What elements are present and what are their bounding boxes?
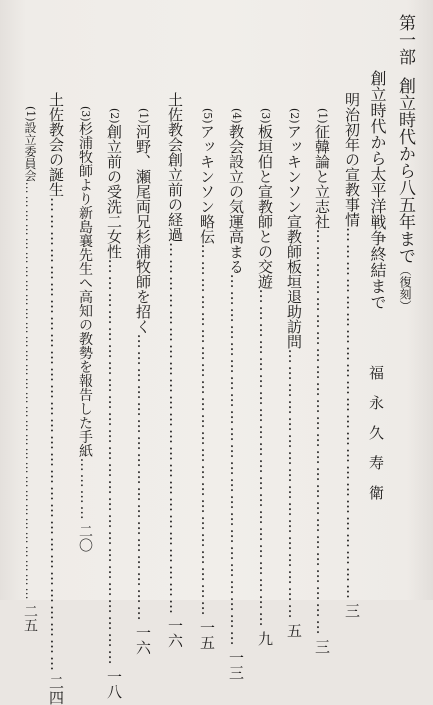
- toc-entry: [228, 108, 243, 680]
- toc-entry: [23, 106, 37, 632]
- item-number: (3): [79, 106, 92, 122]
- leader-dots: …………………………………………………………: [227, 273, 245, 648]
- subtitle: 創立時代から太平洋戦争終結まで: [368, 70, 387, 310]
- part-note: （復刻）: [398, 264, 412, 312]
- leader-dots: …………………………………………………………: [166, 242, 184, 616]
- toc-entry: [78, 106, 92, 552]
- item-text: 征韓論と立志社: [313, 123, 331, 229]
- item-number: (2): [108, 108, 121, 124]
- leader-dots: …………………………………………………………: [198, 243, 216, 618]
- toc-entry: [344, 92, 359, 618]
- page-number: 二〇: [77, 523, 93, 552]
- page-number: 五: [285, 622, 303, 638]
- leader-dots: …………: [77, 457, 93, 522]
- item-text: 創立前の受洗二女性: [105, 123, 123, 259]
- page-number: 一三: [227, 649, 245, 680]
- page-number: 三: [343, 603, 361, 618]
- page-number: 三: [313, 638, 331, 654]
- item-number: (5): [201, 108, 214, 124]
- leader-dots: …………………………………………………………: [343, 227, 361, 601]
- leader-dots: ……………………………………………………: [256, 288, 274, 629]
- item-text: 板垣伯と宣教師との交遊: [256, 123, 274, 289]
- item-number: (1): [137, 108, 150, 124]
- item-number: (3): [259, 108, 272, 124]
- toc-entry: [314, 108, 329, 654]
- item-text: 河野、瀬尾両兄杉浦牧師を招く: [134, 123, 152, 334]
- item-number: (1): [24, 106, 37, 122]
- leader-dots: …………………………………………………………………………: [47, 197, 65, 673]
- author-name: 福 永 久 寿 衛: [367, 365, 385, 500]
- item-text: アッキンソン宣教師板垣退助訪問: [285, 123, 303, 349]
- toc-entry: [199, 108, 214, 650]
- item-number: (2): [288, 108, 301, 124]
- toc-entry: [135, 108, 150, 655]
- item-text: 設立委員会: [23, 121, 37, 182]
- item-text: 杉浦牧師より新島襄先生へ高知の教勢を報告した手紙: [77, 121, 93, 458]
- toc-entry: [167, 92, 182, 648]
- page-number: 一五: [198, 619, 216, 650]
- leader-dots: ………………………………………………………………………………: [23, 181, 37, 602]
- page-number: 一六: [166, 618, 184, 648]
- item-number: (1): [316, 108, 329, 124]
- page-number: 二四: [47, 675, 65, 705]
- part-title: 創立時代から八五年まで: [395, 77, 415, 264]
- page-number: 一八: [105, 668, 123, 699]
- leader-dots: ………………………………………………………………: [313, 228, 331, 637]
- toc-entry: [286, 108, 301, 638]
- toc-entry: [106, 108, 121, 699]
- item-text: アッキンソン略伝: [198, 123, 216, 244]
- item-number: (4): [230, 108, 243, 124]
- part-number: 第一部: [395, 14, 415, 65]
- section-heading: 土佐教会の誕生: [47, 92, 65, 197]
- page-number: 一六: [134, 624, 152, 655]
- item-text: 教会設立の気運高まる: [227, 123, 245, 274]
- part-heading: [396, 14, 413, 312]
- leader-dots: ………………………………………………………………: [105, 258, 123, 667]
- page-number: 九: [256, 630, 274, 646]
- leader-dots: …………………………………………: [285, 348, 303, 621]
- section-heading: 明治初年の宣教事情: [343, 92, 361, 227]
- page-number: 二五: [22, 603, 38, 632]
- section-heading: 土佐教会創立前の経過: [166, 92, 184, 242]
- toc-entry: [257, 108, 272, 646]
- leader-dots: ……………………………………………: [134, 333, 152, 623]
- toc-entry: [48, 92, 63, 705]
